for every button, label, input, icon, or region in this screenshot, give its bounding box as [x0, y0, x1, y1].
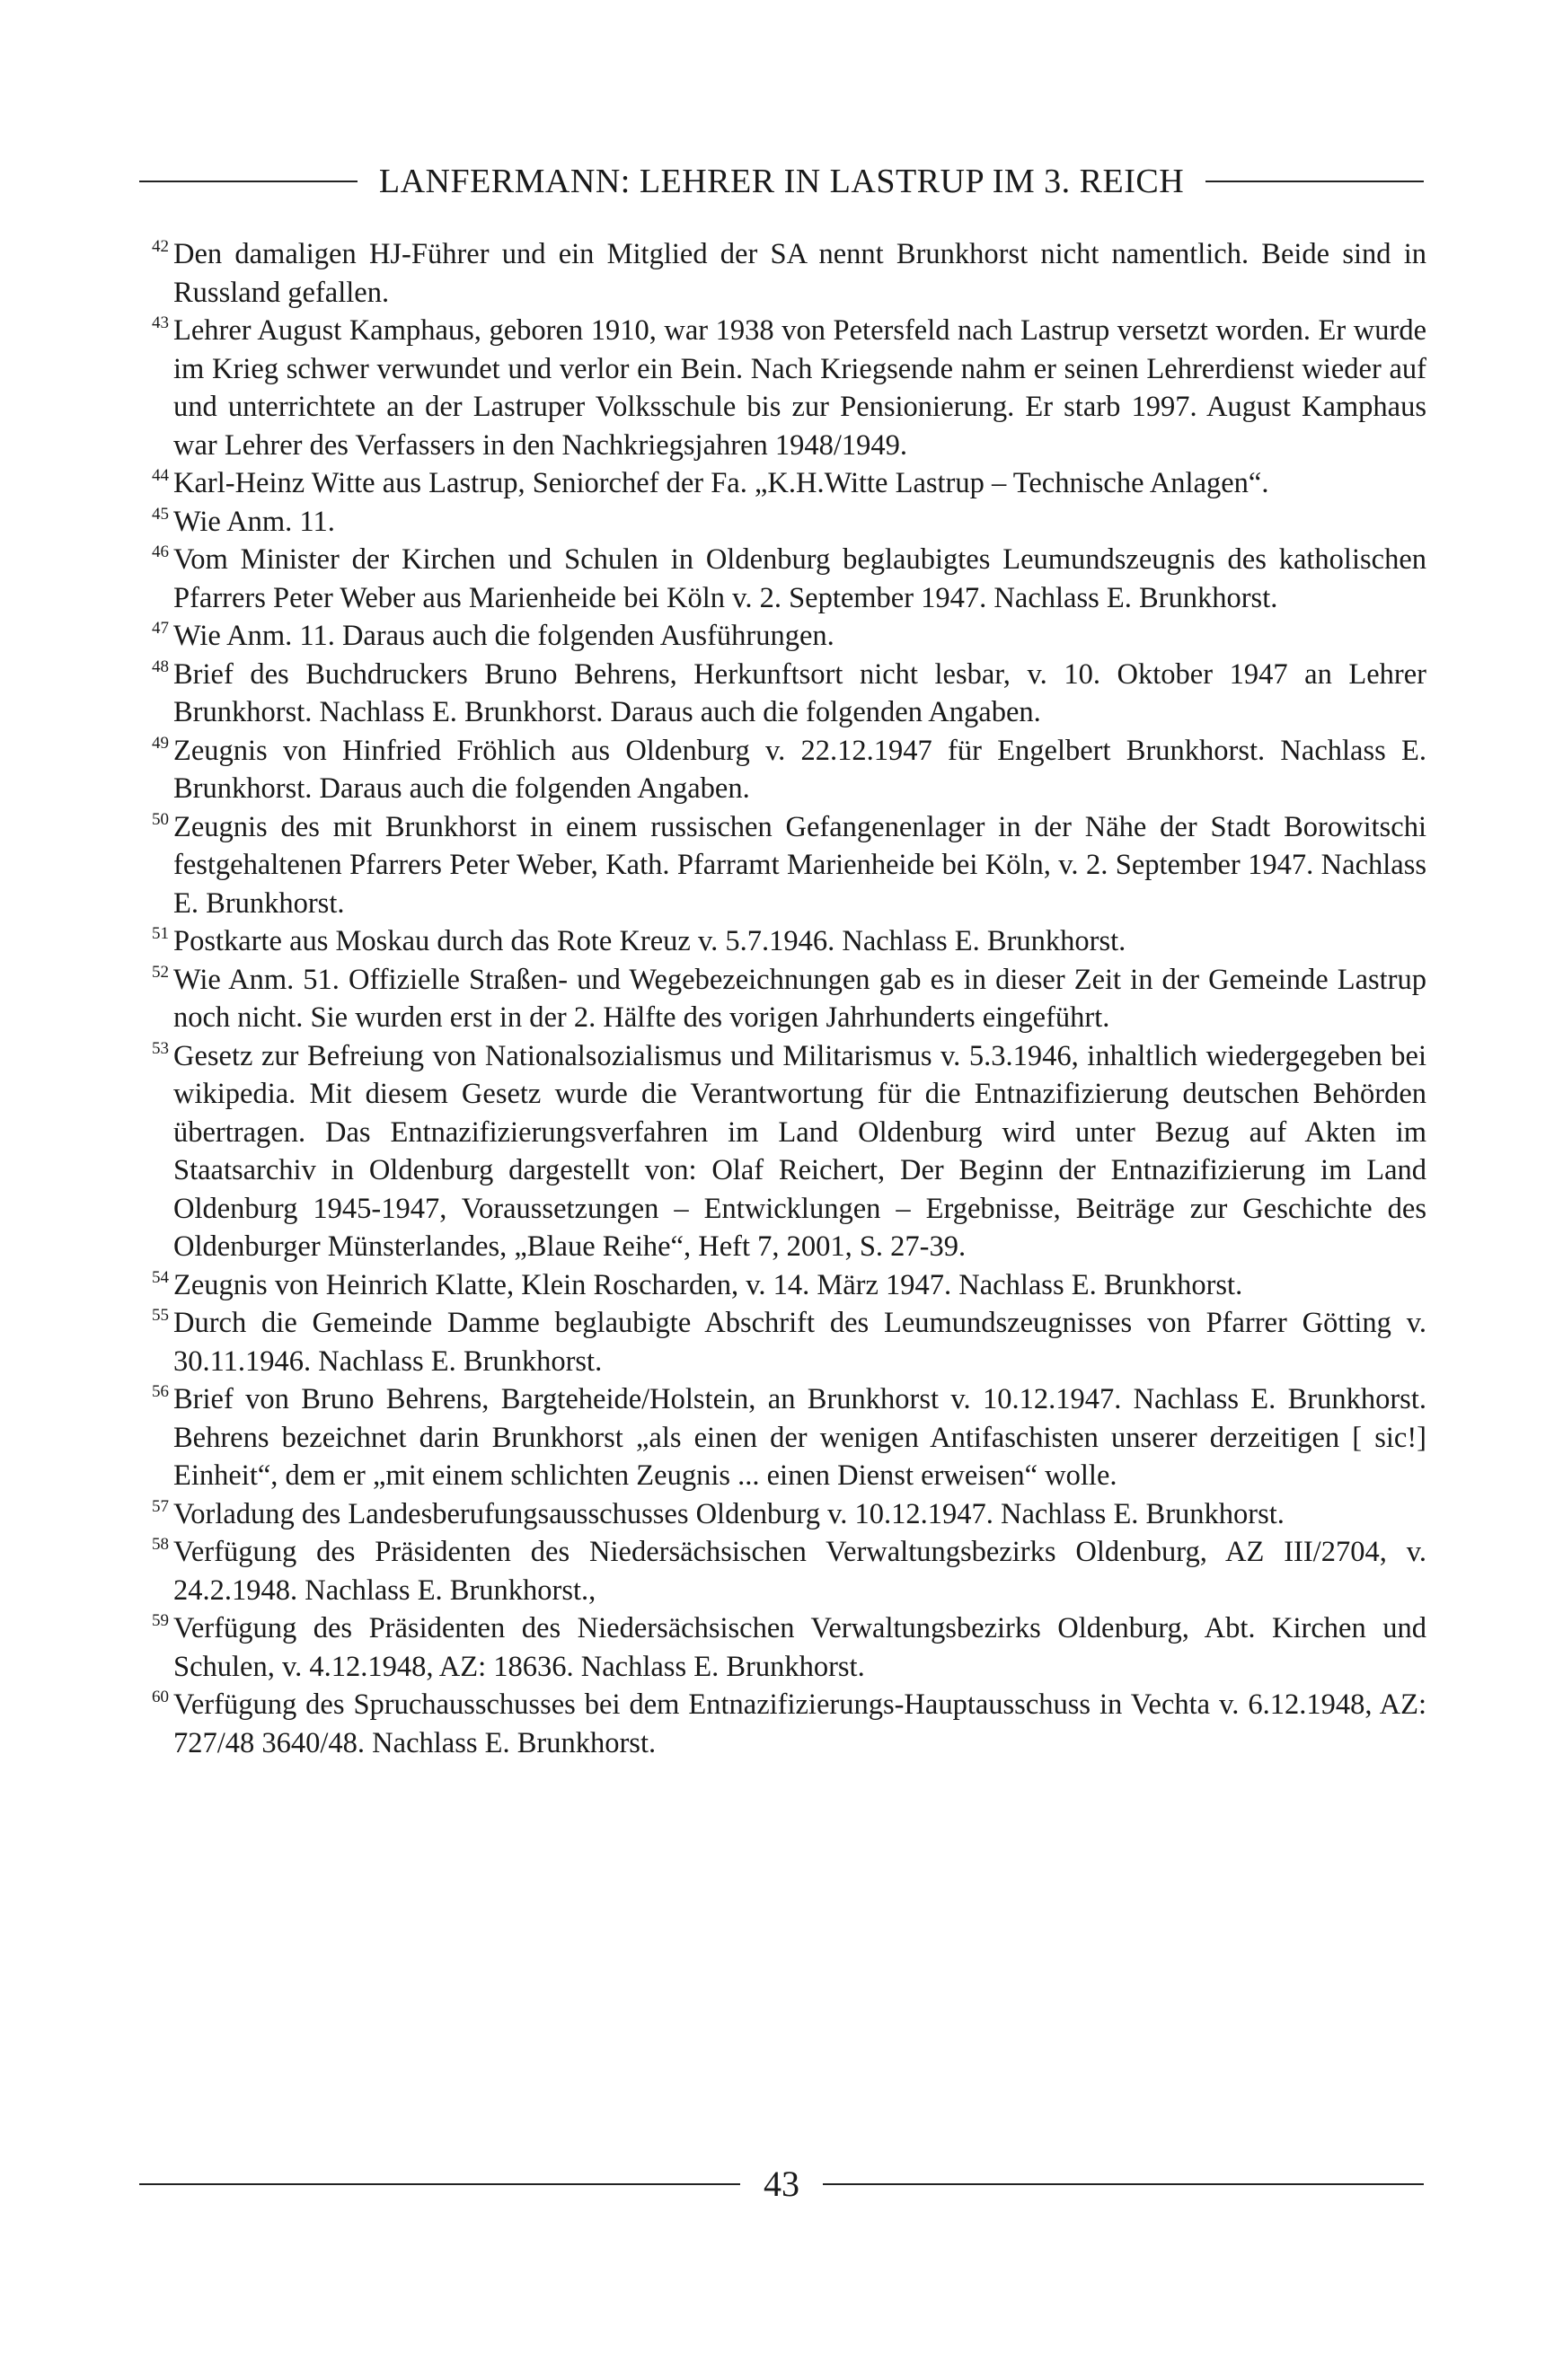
footnote-60 [133, 1686, 1426, 1762]
footnote-text: Brief von Bruno Behrens, Bargteheide/Holstein, an Brunkhorst v. 10.12.1947. Nachlass E. Brunkhorst. Behrens bezeichnet darin Brunkhorst „als einen der wenigen Antifaschisten unserer derzeitigen [ sic!] Einheit“, dem er „mit einem schlichten Zeugnis ... einen Dienst erweisen“ wolle. [173, 1383, 1426, 1492]
footnote-text: Zeugnis von Hinfried Fröhlich aus Oldenburg v. 22.12.1947 für Engelbert Brunkhorst. Nachlass E. Brunkhorst. Daraus auch die folgenden Angaben. [173, 734, 1426, 805]
header-rule-left [139, 181, 358, 182]
footnote-number: 55 [152, 1306, 169, 1325]
footnote-46 [133, 541, 1426, 617]
footnote-text: Karl-Heinz Witte aus Lastrup, Seniorchef der Fa. „K.H.Witte Lastrup – Technische Anlagen“. [173, 467, 1269, 499]
footnote-text: Lehrer August Kamphaus, geboren 1910, war 1938 von Petersfeld nach Lastrup versetzt worden. Er wurde im Krieg schwer verwundet und verlor ein Bein. Nach Kriegsende nahm er seinen Lehrerdienst wieder auf und unterrichtete an der Lastruper Volksschule bis zur Pensionierung. Er starb 1997. August Kamphaus war Lehrer des Verfassers in den Nachkriegsjahren 1948/1949. [173, 314, 1426, 462]
footnote-text: Brief des Buchdruckers Bruno Behrens, Herkunftsort nicht lesbar, v. 10. Oktober 1947 an Lehrer Brunkhorst. Nachlass E. Brunkhorst. Daraus auch die folgenden Angaben. [173, 657, 1426, 728]
footnote-text: Verfügung des Präsidenten des Niedersächsischen Verwaltungsbezirks Oldenburg, AZ III/2704, v. 24.2.1948. Nachlass E. Brunkhorst., [173, 1536, 1426, 1607]
footnote-number: 50 [152, 809, 169, 829]
footnote-text: Gesetz zur Befreiung von Nationalsozialismus und Militarismus v. 5.3.1946, inhaltlich wiedergegeben bei wikipedia. Mit diesem Gesetz wurde die Verantwortung für die Entnazifizierung deutschen Behörden übertragen. Das Entnazifizierungsverfahren im Land Oldenburg wird unter Bezug auf Akten im Staatsarchiv in Oldenburg dargestellt von: Olaf Reichert, Der Beginn der Entnazifizierung im Land Oldenburg 1945-1947, Voraussetzungen – Entwicklungen – Ergebnisse, Beiträge zur Geschichte des Oldenburger Münsterlandes, „Blaue Reihe“, Heft 7, 2001, S. 27-39. [173, 1039, 1426, 1263]
footnote-text: Wie Anm. 11. Daraus auch die folgenden Ausführungen. [173, 620, 834, 652]
footnote-text: Wie Anm. 11. [173, 505, 335, 538]
footnote-text: Zeugnis des mit Brunkhorst in einem russischen Gefangenenlager in der Nähe der Stadt Borowitschi festgehaltenen Pfarrers Peter Weber, Kath. Pfarramt Marienheide bei Köln, v. 2. September 1947. Nachlass E. Brunkhorst. [173, 810, 1426, 920]
footnote-number: 60 [152, 1688, 169, 1706]
footnote-number: 56 [152, 1382, 169, 1401]
footnote-text: Vom Minister der Kirchen und Schulen in Oldenburg beglaubigtes Leumundszeugnis des katholischen Pfarrers Peter Weber aus Marienheide bei Köln v. 2. September 1947. Nachlass E. Brunkhorst. [173, 543, 1426, 614]
footnote-49 [133, 732, 1426, 808]
footnote-48 [133, 656, 1426, 732]
footnote-number: 45 [152, 504, 169, 524]
running-header [139, 162, 1424, 201]
footnote-number: 49 [152, 733, 169, 753]
footnote-number: 47 [152, 619, 169, 638]
page-footer [139, 2163, 1424, 2205]
footnote-44 [133, 464, 1426, 503]
footnote-text: Verfügung des Spruchausschusses bei dem Entnazifizierungs-Hauptausschuss in Vechta v. 6.12.1948, AZ: 727/48 3640/48. Nachlass E. Brunkhorst. [173, 1688, 1426, 1759]
footnote-text: Den damaligen HJ-Führer und ein Mitglied der SA nennt Brunkhorst nicht namentlich. Beide sind in Russland gefallen. [173, 238, 1426, 309]
footer-rule-right [823, 2183, 1424, 2185]
footnote-text: Postkarte aus Moskau durch das Rote Kreuz v. 5.7.1946. Nachlass E. Brunkhorst. [173, 925, 1126, 957]
footnote-54 [133, 1266, 1426, 1305]
footnote-47 [133, 617, 1426, 656]
footer-rule-left [139, 2183, 740, 2185]
footnote-number: 54 [152, 1267, 169, 1287]
footnote-number: 51 [152, 924, 169, 943]
running-title: LANFERMANN: LEHRER IN LASTRUP IM 3. REICH [378, 163, 1185, 200]
footnote-text: Zeugnis von Heinrich Klatte, Klein Roscharden, v. 14. März 1947. Nachlass E. Brunkhorst. [173, 1268, 1243, 1301]
footnote-51 [133, 922, 1426, 961]
footnote-number: 59 [152, 1611, 169, 1630]
footnote-number: 58 [152, 1535, 169, 1554]
footnote-52 [133, 961, 1426, 1037]
footnote-number: 57 [152, 1496, 169, 1516]
footnote-59 [133, 1609, 1426, 1686]
footnote-50 [133, 808, 1426, 923]
footnote-number: 44 [152, 466, 169, 485]
header-rule-right [1205, 181, 1424, 182]
footnote-56 [133, 1380, 1426, 1495]
footnote-55 [133, 1304, 1426, 1380]
footnote-number: 52 [152, 962, 169, 982]
footnote-number: 42 [152, 237, 169, 256]
page-number: 43 [764, 2164, 799, 2204]
footnote-43 [133, 312, 1426, 464]
footnote-number: 53 [152, 1038, 169, 1058]
footnote-53 [133, 1037, 1426, 1266]
footnote-58 [133, 1533, 1426, 1609]
footnote-text: Wie Anm. 51. Offizielle Straßen- und Wegebezeichnungen gab es in dieser Zeit in der Gemeinde Lastrup noch nicht. Sie wurden erst in der 2. Hälfte des vorigen Jahrhunderts eingeführt. [173, 963, 1426, 1034]
footnote-number: 43 [152, 313, 169, 332]
footnote-number: 46 [152, 542, 169, 561]
footnote-text: Vorladung des Landesberufungsausschusses Oldenburg v. 10.12.1947. Nachlass E. Brunkhorst. [173, 1497, 1285, 1530]
footnote-42 [133, 235, 1426, 312]
footnote-45 [133, 503, 1426, 542]
footnote-text: Verfügung des Präsidenten des Niedersächsischen Verwaltungsbezirks Oldenburg, Abt. Kirchen und Schulen, v. 4.12.1948, AZ: 18636. Nachlass E. Brunkhorst. [173, 1612, 1426, 1683]
footnote-57 [133, 1495, 1426, 1534]
footnote-text: Durch die Gemeinde Damme beglaubigte Abschrift des Leumundszeugnisses von Pfarrer Götting v. 30.11.1946. Nachlass E. Brunkhorst. [173, 1307, 1426, 1378]
footnotes-list [133, 235, 1426, 1762]
footnote-number: 48 [152, 657, 169, 676]
